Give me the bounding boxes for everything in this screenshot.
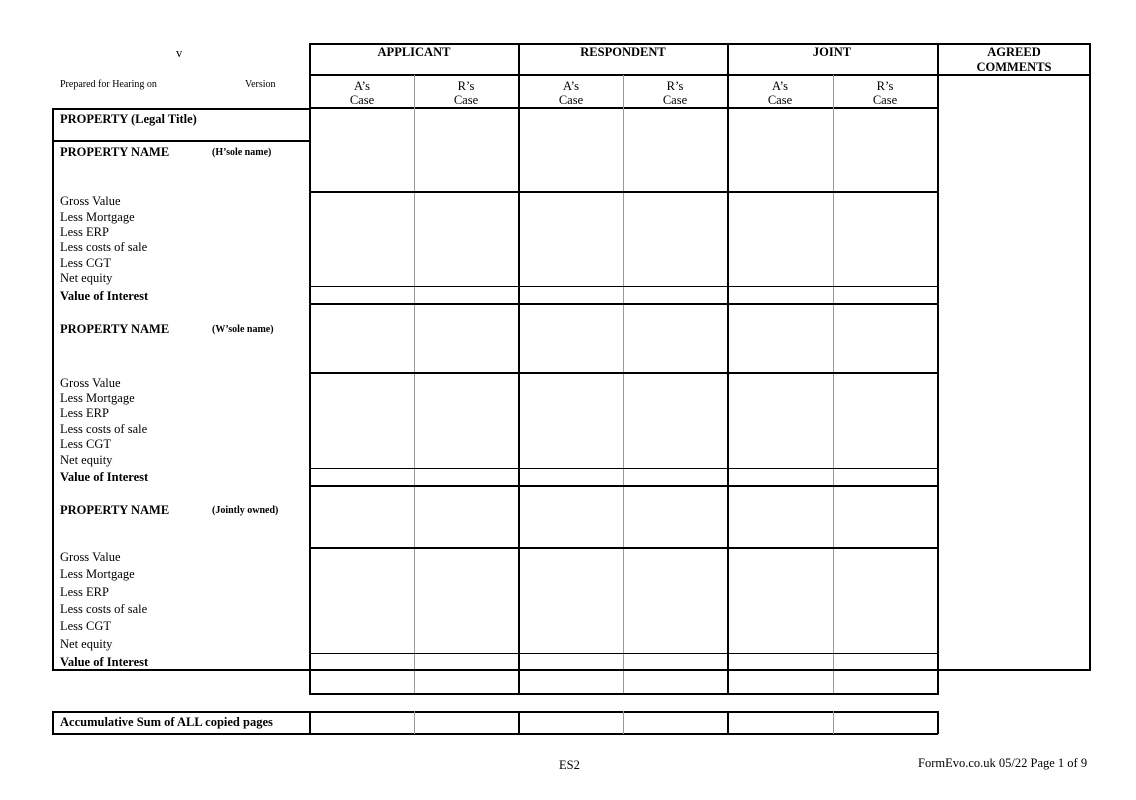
header-top-rule xyxy=(309,43,1091,45)
accumulative-rule-5 xyxy=(727,711,729,734)
property-1-ownership: (H’sole name) xyxy=(212,147,272,158)
col-rule-agreed-left xyxy=(937,43,939,695)
prepared-for-hearing-label: Prepared for Hearing on xyxy=(60,79,157,90)
header-mid-rule xyxy=(309,74,1091,76)
label-box-top-rule xyxy=(52,108,310,110)
line-less-cgt: Less CGT xyxy=(60,619,112,633)
form-code: ES2 xyxy=(559,758,580,772)
agreed-comments-header xyxy=(938,45,1090,75)
prop1-total-bottom-rule xyxy=(309,303,938,305)
line-less-cgt: Less CGT xyxy=(60,256,112,270)
joint-a-case-label: A’s Case xyxy=(767,79,793,107)
line-net-equity: Net equity xyxy=(60,453,113,467)
prop2-total-top-rule xyxy=(309,468,938,469)
line-less-costs-of-sale: Less costs of sale xyxy=(60,602,148,616)
line-net-equity: Net equity xyxy=(60,637,113,651)
accumulative-bottom-rule xyxy=(52,733,938,735)
accumulative-rule-6 xyxy=(833,711,834,734)
subcol-rule-respondent xyxy=(623,75,624,695)
applicant-r-case-label: R’s Case xyxy=(453,79,479,107)
line-less-mortgage: Less Mortgage xyxy=(60,391,135,405)
version-label: Version xyxy=(245,79,276,90)
respondent-a-case-label: A’s Case xyxy=(558,79,584,107)
label-box-left-rule xyxy=(52,108,54,670)
property-1-name: PROPERTY NAME xyxy=(60,145,170,159)
line-gross-value: Gross Value xyxy=(60,376,121,390)
line-less-erp: Less ERP xyxy=(60,225,109,239)
accumulative-rule-2 xyxy=(414,711,415,734)
prop3-values-top-rule xyxy=(309,547,938,549)
property-3-name: PROPERTY NAME xyxy=(60,503,170,517)
applicant-header: APPLICANT xyxy=(377,45,451,59)
prop1-values-top-rule xyxy=(309,191,938,193)
subcol-rule-joint xyxy=(833,75,834,695)
accumulative-left-rule xyxy=(52,711,54,734)
property-3-ownership: (Jointly owned) xyxy=(212,505,279,516)
line-less-costs-of-sale: Less costs of sale xyxy=(60,422,148,436)
property-2-ownership: (W’sole name) xyxy=(212,324,274,335)
subtotal-row-bottom-rule xyxy=(309,693,938,695)
accumulative-rule-3 xyxy=(518,711,520,734)
col-rule-respondent-left xyxy=(518,43,520,695)
line-less-costs-of-sale: Less costs of sale xyxy=(60,240,148,254)
line-less-erp: Less ERP xyxy=(60,585,109,599)
table-bottom-rule xyxy=(52,669,1091,671)
prop3-total-top-rule xyxy=(309,653,938,654)
joint-r-case-label: R’s Case xyxy=(872,79,898,107)
footer-credit: FormEvo.co.uk 05/22 Page 1 of 9 xyxy=(918,756,1088,770)
joint-header: JOINT xyxy=(812,45,852,59)
line-net-equity: Net equity xyxy=(60,271,113,285)
line-gross-value: Gross Value xyxy=(60,550,121,564)
prop2-values-top-rule xyxy=(309,372,938,374)
line-less-mortgage: Less Mortgage xyxy=(60,210,135,224)
col-rule-joint-left xyxy=(727,43,729,695)
line-less-mortgage: Less Mortgage xyxy=(60,567,135,581)
prop2-total-bottom-rule xyxy=(309,485,938,487)
legal-title-bottom-rule xyxy=(52,140,310,142)
applicant-a-case-label: A’s Case xyxy=(349,79,375,107)
line-less-cgt: Less CGT xyxy=(60,437,112,451)
line-gross-value: Gross Value xyxy=(60,194,121,208)
prop1-total-top-rule xyxy=(309,286,938,287)
accumulative-top-rule xyxy=(52,711,938,713)
accumulative-right-rule xyxy=(937,711,939,734)
accumulative-rule-1 xyxy=(309,711,311,734)
property-2-name: PROPERTY NAME xyxy=(60,322,170,336)
v-marker: v xyxy=(176,46,183,60)
respondent-header: RESPONDENT xyxy=(580,45,666,59)
property-1-total: Value of Interest xyxy=(60,289,149,303)
property-3-total: Value of Interest xyxy=(60,655,149,669)
agreed-label: AGREED xyxy=(987,45,1041,59)
comments-label: COMMENTS xyxy=(976,60,1052,74)
section-title-legal-title: PROPERTY (Legal Title) xyxy=(60,112,197,126)
respondent-r-case-label: R’s Case xyxy=(662,79,688,107)
property-2-total: Value of Interest xyxy=(60,470,149,484)
accumulative-sum-label: Accumulative Sum of ALL copied pages xyxy=(60,715,273,729)
subcol-rule-applicant xyxy=(414,75,415,695)
line-less-erp: Less ERP xyxy=(60,406,109,420)
col-rule-agreed-right xyxy=(1089,43,1091,670)
accumulative-rule-4 xyxy=(623,711,624,734)
